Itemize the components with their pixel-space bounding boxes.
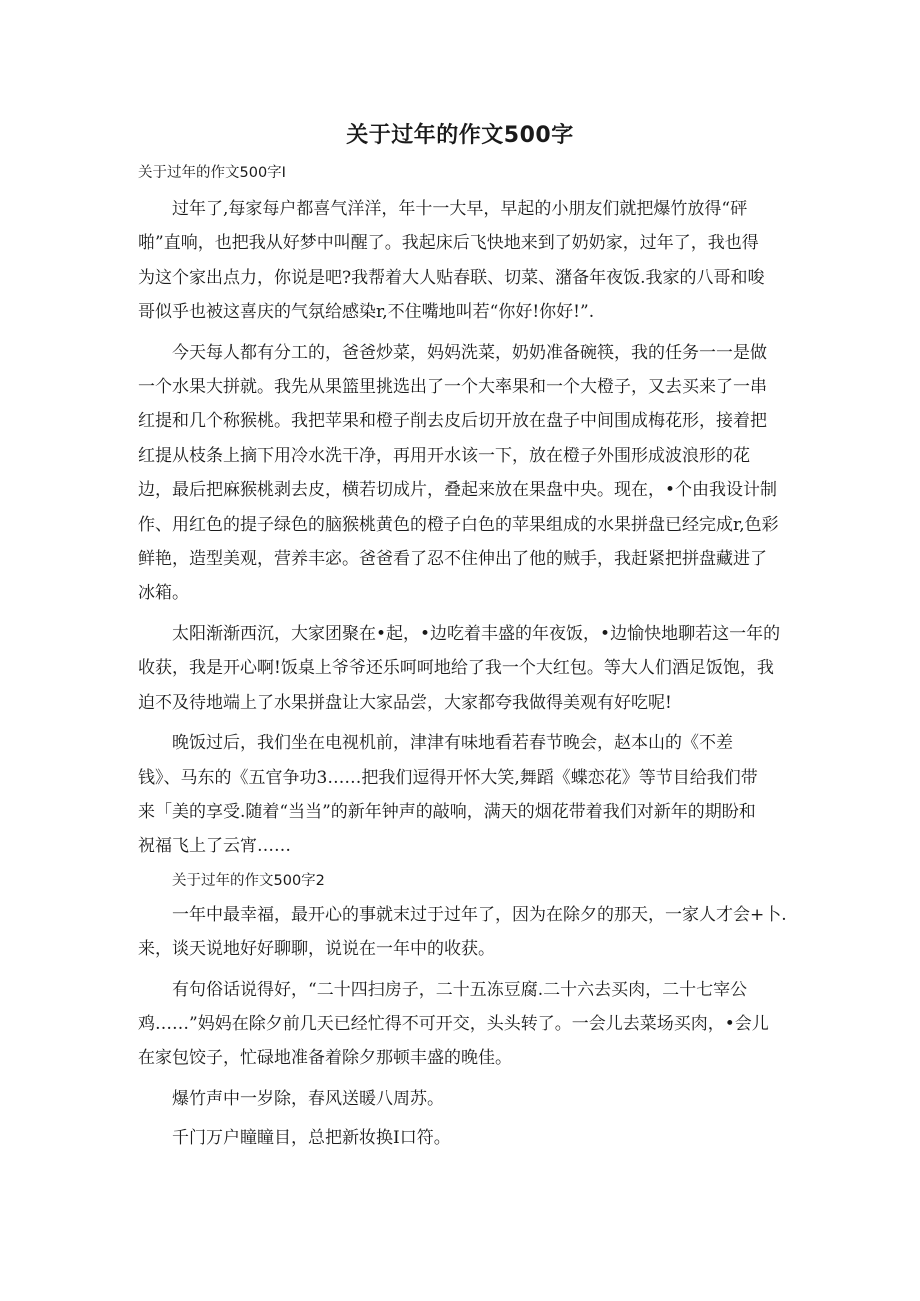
- paragraph: 太阳渐渐西沉，大家团聚在•起，•边吃着丰盛的年夜饭，•边愉快地聊若这一年的 收获，我是开心啊!饭桌上爷爷还乐呵呵地给了我一个大红包。等大人们酒足饭饱，我 迫不及待地端上了水果拼盘让大家品尝，大家都夸我做得美观有好吃呢!: [138, 623, 781, 713]
- paragraph: 晚饭过后，我们坐在电视机前，津津有味地看若春节晚会，赵本山的《不差 钱》、马东的《五官争功3……把我们逗得开怀大笑,舞蹈《蝶恋花》等节目给我们带 来「美的享受.随着“当当”的新年钟声的敲响，满天的烟花带着我们对新年的期盼和 祝福飞上了云宵……: [138, 733, 758, 857]
- paragraph: 有句俗话说得好，“二十四扫房子，二十五冻豆腐.二十六去买肉，二十七宰公 鸡……”妈妈在除夕前几天已经忙得不可开交，头头转了。一会儿去菜场买肉，•会儿 在家包饺子，忙碌地准备着除夕那顿丰盛的晚佳。: [138, 979, 769, 1069]
- paragraph: 过年了,每家每户都喜气洋洋，年十一大早，早起的小朋友们就把爆竹放得“砰 啪”直响，也把我从好梦中叫醒了。我起床后飞快地来到了奶奶家，过年了，我也得 为这个家出点力，你说是吧?我帮着大人贴春联、切菜、潴备年夜饭.我家的八哥和唆 哥似乎也被这喜庆的气氛给感染r,不住嘴地叫若“你好!你好!”.: [138, 199, 765, 323]
- poem-line: 千门万户瞳瞳目，总把新妆换I口符。: [172, 1127, 451, 1148]
- paragraph: 一年中最幸福，最开心的事就末过于过年了，因为在除夕的那天，一家人才会+卜. 来，谈天说地好好聊聊，说说在一年中的收获。: [138, 904, 787, 960]
- poem-line: 爆竹声中一岁除，春风送暖八周苏。: [172, 1088, 444, 1109]
- section-heading-1: 关于过年的作文500字I: [138, 165, 286, 181]
- section-heading-2: 关于过年的作文500字2: [172, 872, 325, 889]
- document-title: 关于过年的作文500字: [346, 123, 574, 148]
- paragraph: 今天每人都有分工的，爸爸炒菜，妈妈洗菜，奶奶准备碗筷，我的任务一一是做 一个水果大拼就。我先从果篮里挑选出了一个大率果和一个大橙子，又去买来了一串 红提和几个称猴桃。我把苹果和橙子削去皮后切开放在盘子中间围成梅花形，接着把 红提从枝条上摘下用冷水洗干净，再用开水该一下，放在橙子外围形成波浪形的花 边，最后把麻猴桃剥去皮，横若切成片，叠起来放在果盘中央。现在，•个由我设计制 作、用红色的提子绿色的脑猴桃黄色的橙子白色的苹果组成的水果拼盘已经完成r,色彩 鲜艳，造型美观，营养丰宓。爸爸看了忍不住伸出了他的贼手，我赶紧把拼盘藏进了 冰箱。: [138, 342, 779, 604]
- document-body: [138, 162, 788, 1160]
